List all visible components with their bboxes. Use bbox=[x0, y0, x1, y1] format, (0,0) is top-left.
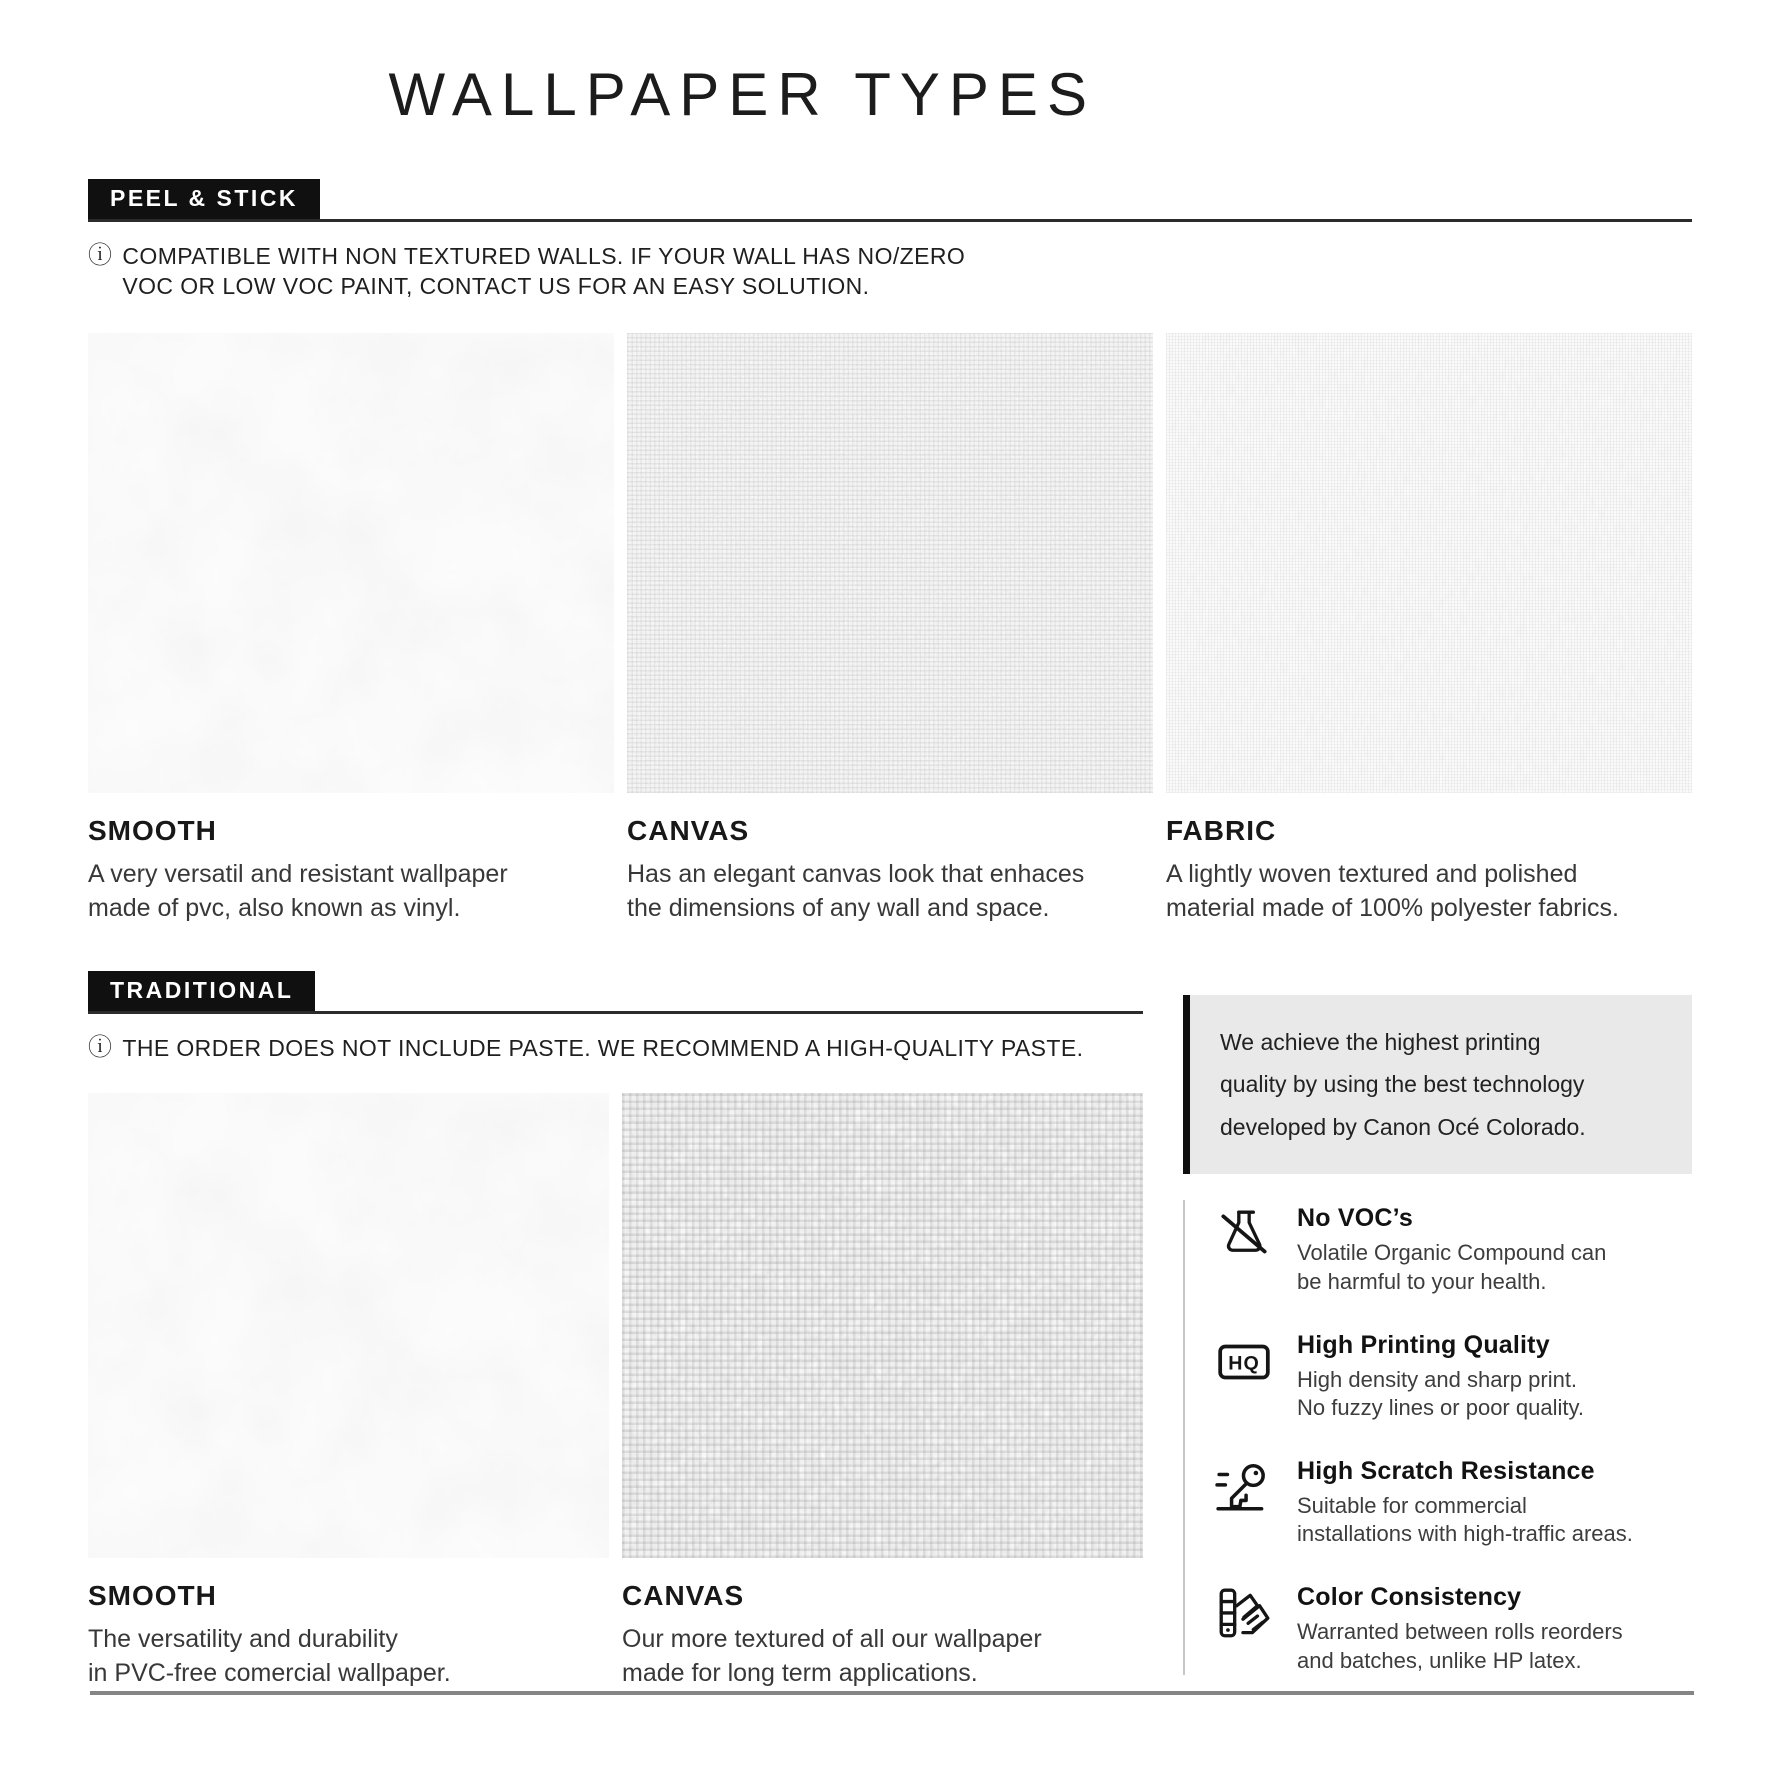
smooth-texture bbox=[88, 1093, 609, 1558]
wallpaper-card-smooth bbox=[88, 333, 614, 925]
hq-badge-icon bbox=[1215, 1333, 1273, 1391]
swatch-description: Our more textured of all our wallpaper made for long term applications. bbox=[622, 1625, 1042, 1688]
swatch-title: FABRIC bbox=[1166, 814, 1277, 846]
color-swatchbook-icon bbox=[1215, 1585, 1273, 1643]
feature-description: Warranted between rolls reorders and batches, unlike HP latex. bbox=[1297, 1618, 1623, 1673]
feature-no-voc bbox=[1215, 1204, 1692, 1296]
swatch-description: A lightly woven textured and polished material made of 100% polyester fabrics. bbox=[1166, 859, 1619, 922]
feature-color-consistency bbox=[1215, 1583, 1692, 1675]
svg-text:HQ: HQ bbox=[1228, 1351, 1260, 1374]
texture-swatch-smooth bbox=[88, 333, 614, 793]
section-traditional bbox=[88, 971, 1143, 1709]
feature-list bbox=[1183, 1200, 1692, 1675]
section-peel-stick bbox=[88, 179, 1692, 925]
feature-title: High Scratch Resistance bbox=[1297, 1456, 1595, 1485]
feature-high-printing-quality bbox=[1215, 1331, 1692, 1423]
feature-description: High density and sharp print. No fuzzy lines or poor quality. bbox=[1297, 1366, 1584, 1421]
note-line: VOC OR LOW VOC PAINT, CONTACT US FOR AN EASY SOLUTION. bbox=[122, 272, 870, 299]
swatch-title: SMOOTH bbox=[88, 1580, 217, 1612]
feature-description: Volatile Organic Compound can be harmful to your health. bbox=[1297, 1240, 1607, 1294]
swatch-title: SMOOTH bbox=[88, 814, 217, 846]
printing-quality-callout: We achieve the highest printing quality by using the best technology developed by Canon Océ Colorado. bbox=[1183, 995, 1692, 1175]
section-tag-traditional: TRADITIONAL bbox=[88, 971, 315, 1011]
info-icon: ⓘ bbox=[88, 242, 113, 270]
section-rule bbox=[88, 179, 1692, 222]
wallpaper-card-canvas-traditional bbox=[622, 1093, 1143, 1690]
bottom-divider bbox=[90, 1691, 1694, 1695]
note-line: COMPATIBLE WITH NON TEXTURED WALLS. IF YOUR WALL HAS NO/ZERO bbox=[122, 243, 966, 270]
key-scratch-icon bbox=[1215, 1459, 1273, 1517]
swatch-description: Has an elegant canvas look that enhaces the dimensions of any wall and space. bbox=[627, 859, 1085, 922]
swatch-title: CANVAS bbox=[622, 1580, 745, 1612]
note-line: THE ORDER DOES NOT INCLUDE PASTE. WE RECOMMEND A HIGH-QUALITY PASTE. bbox=[122, 1035, 1084, 1061]
info-icon: ⓘ bbox=[88, 1034, 113, 1061]
page-title: WALLPAPER TYPES bbox=[388, 61, 1096, 128]
wallpaper-card-canvas bbox=[627, 333, 1153, 925]
texture-swatch-canvas bbox=[627, 333, 1153, 793]
feature-title: Color Consistency bbox=[1297, 1582, 1522, 1611]
section-tag-peel-stick: PEEL & STICK bbox=[88, 179, 320, 219]
wallpaper-card-fabric bbox=[1166, 333, 1692, 925]
feature-scratch-resistance bbox=[1215, 1457, 1692, 1549]
smooth-texture bbox=[88, 333, 614, 793]
feature-title: No VOC’s bbox=[1297, 1204, 1413, 1233]
info-note bbox=[88, 242, 1692, 300]
quality-sidebar bbox=[1183, 971, 1692, 1709]
info-note bbox=[88, 1034, 1143, 1063]
wallpaper-card-smooth-traditional bbox=[88, 1093, 609, 1690]
no-voc-flask-icon bbox=[1215, 1206, 1273, 1264]
texture-swatch-smooth bbox=[88, 1093, 609, 1558]
section-rule bbox=[88, 971, 1143, 1014]
swatch-description: A very versatil and resistant wallpaper made of pvc, also known as vinyl. bbox=[88, 859, 508, 922]
feature-title: High Printing Quality bbox=[1297, 1330, 1550, 1359]
texture-swatch-fabric bbox=[1166, 333, 1692, 793]
feature-description: Suitable for commercial installations with high-traffic areas. bbox=[1297, 1492, 1633, 1547]
swatch-row-peel-stick bbox=[88, 333, 1692, 925]
swatch-title: CANVAS bbox=[627, 814, 750, 846]
swatch-description: The versatility and durability in PVC-free comercial wallpaper. bbox=[88, 1625, 451, 1688]
swatch-row-traditional bbox=[88, 1093, 1143, 1690]
texture-swatch-canvas-rough bbox=[622, 1093, 1143, 1558]
